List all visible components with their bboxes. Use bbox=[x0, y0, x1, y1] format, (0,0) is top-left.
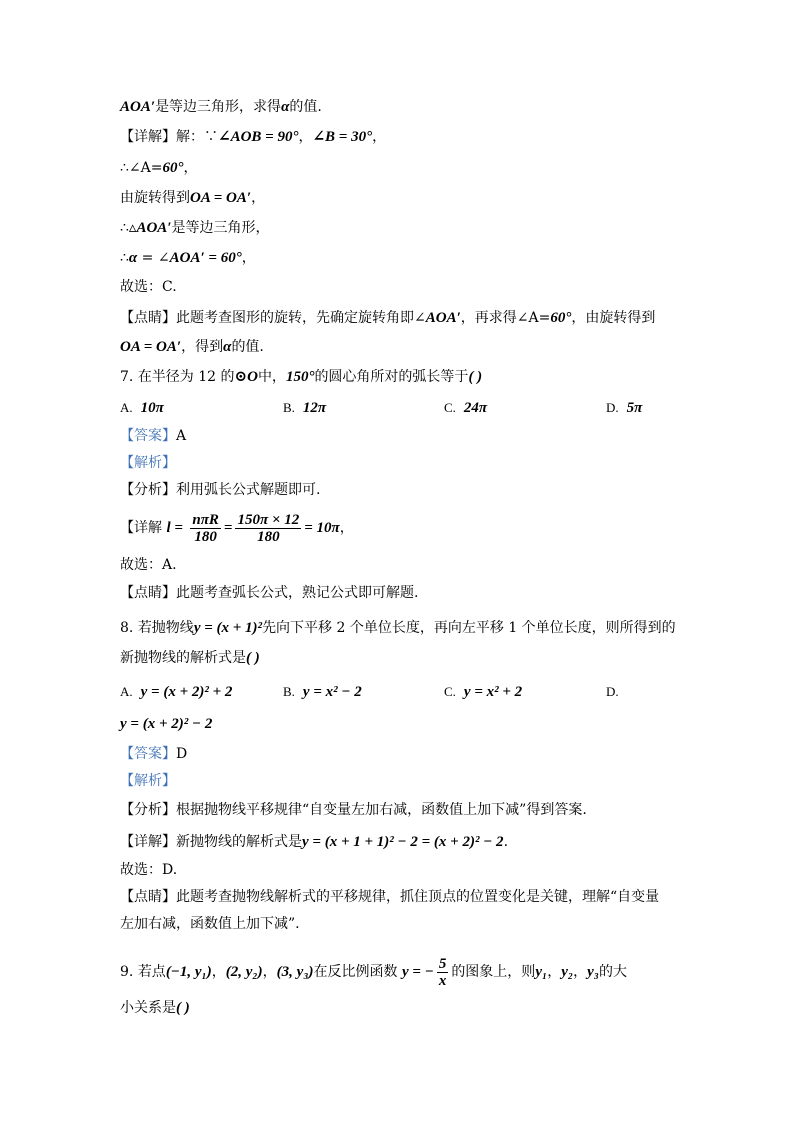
q7-option-d: D. 5π bbox=[606, 400, 643, 416]
q7-answer: 【答案】A bbox=[120, 428, 187, 444]
q8-stem-line-2: 新抛物线的解析式是( ) bbox=[120, 650, 260, 666]
q8-stem-line-1: 8. 若抛物线y = (x + 1)²先向下平移 2 个单位长度，再向左平移 1 个单位长度，则所得到的 bbox=[120, 620, 676, 636]
q8-fenxi: 【分析】根据抛物线平移规律“自变量左加右减，函数值上加下减”得到答案. bbox=[120, 802, 587, 818]
solution-line-6: ∴α = ∠AOA′ = 60°， bbox=[120, 250, 256, 266]
q8-choose: 故选：D. bbox=[120, 862, 178, 878]
solution-line-3: ∴∠A=60°， bbox=[120, 160, 198, 176]
q7-stem: 7. 在半径为 12 的⊙O中，150°的圆心角所对的弧长等于( ) bbox=[120, 369, 483, 385]
fraction-inverse-function: $\frac{5}{x}$ bbox=[438, 955, 447, 989]
solution-line-7: 故选：C. bbox=[120, 279, 177, 295]
q7-detail: 【详解 l = $\frac{\text{nπR}}{180}$ = $\frac{150\pi \times 12}{180}$ = 10π， bbox=[120, 511, 354, 545]
q9-stem-line-1: 9. 若点(−1, y₁)，(2, y₂)，(3, y₃)在反比例函数 y = − $\frac{5}{x}$ 的图象上，则y₁，y₂，y₃的大 bbox=[120, 955, 627, 989]
solution-line-1: AOA′是等边三角形，求得α的值. bbox=[120, 99, 322, 115]
solution-line-4: 由旋转得到OA = OA′， bbox=[120, 190, 266, 206]
solution-line-2: 【详解】解：∵∠AOB = 90°，∠B = 30°， bbox=[120, 129, 387, 145]
q8-option-b: B. y = x² − 2 bbox=[283, 684, 362, 700]
q9-stem-line-2: 小关系是( ) bbox=[120, 1000, 190, 1016]
math-aoa: AOA′ bbox=[120, 99, 156, 115]
q8-dianjing-line-2: 左加右减，函数值上加下减”. bbox=[120, 916, 300, 932]
q8-answer: 【答案】D bbox=[120, 746, 188, 762]
q8-option-a: A. y = (x + 2)² + 2 bbox=[120, 684, 233, 700]
q8-option-c: C. y = x² + 2 bbox=[444, 684, 523, 700]
solution-line-5: ∴▵AOA′是等边三角形， bbox=[120, 220, 270, 236]
q8-dianjing-line-1: 【点睛】此题考查抛物线解析式的平移规律，抓住顶点的位置变化是关键，理解“自变量 bbox=[120, 889, 660, 905]
q7-option-c: C. 24π bbox=[444, 400, 488, 416]
q7-option-a: A. 10π bbox=[120, 400, 164, 416]
q8-option-d: D. bbox=[606, 684, 619, 699]
fraction-arc-formula: $\frac{\text{nπR}}{180}$ bbox=[192, 511, 219, 545]
q7-analysis-heading: 【解析】 bbox=[120, 455, 176, 471]
q8-analysis-heading: 【解析】 bbox=[120, 773, 176, 789]
fraction-arc-values: $\frac{150\pi \times 12}{180}$ bbox=[237, 511, 300, 545]
solution-line-8: 【点睛】此题考查图形的旋转，先确定旋转角即∠AOA′，再求得∠A=60°，由旋转得到 bbox=[120, 310, 656, 326]
q7-dianjing: 【点睛】此题考查弧长公式，熟记公式即可解题. bbox=[120, 585, 419, 601]
q7-choose: 故选：A. bbox=[120, 557, 177, 573]
q8-detail: 【详解】新抛物线的解析式是y = (x + 1 + 1)² − 2 = (x + 2)² − 2. bbox=[120, 834, 509, 850]
q7-option-b: B. 12π bbox=[283, 400, 327, 416]
q7-fenxi: 【分析】利用弧长公式解题即可. bbox=[120, 482, 321, 498]
q8-option-d-value: y = (x + 2)² − 2 bbox=[120, 716, 213, 732]
solution-line-9: OA = OA′，得到α的值. bbox=[120, 339, 264, 355]
